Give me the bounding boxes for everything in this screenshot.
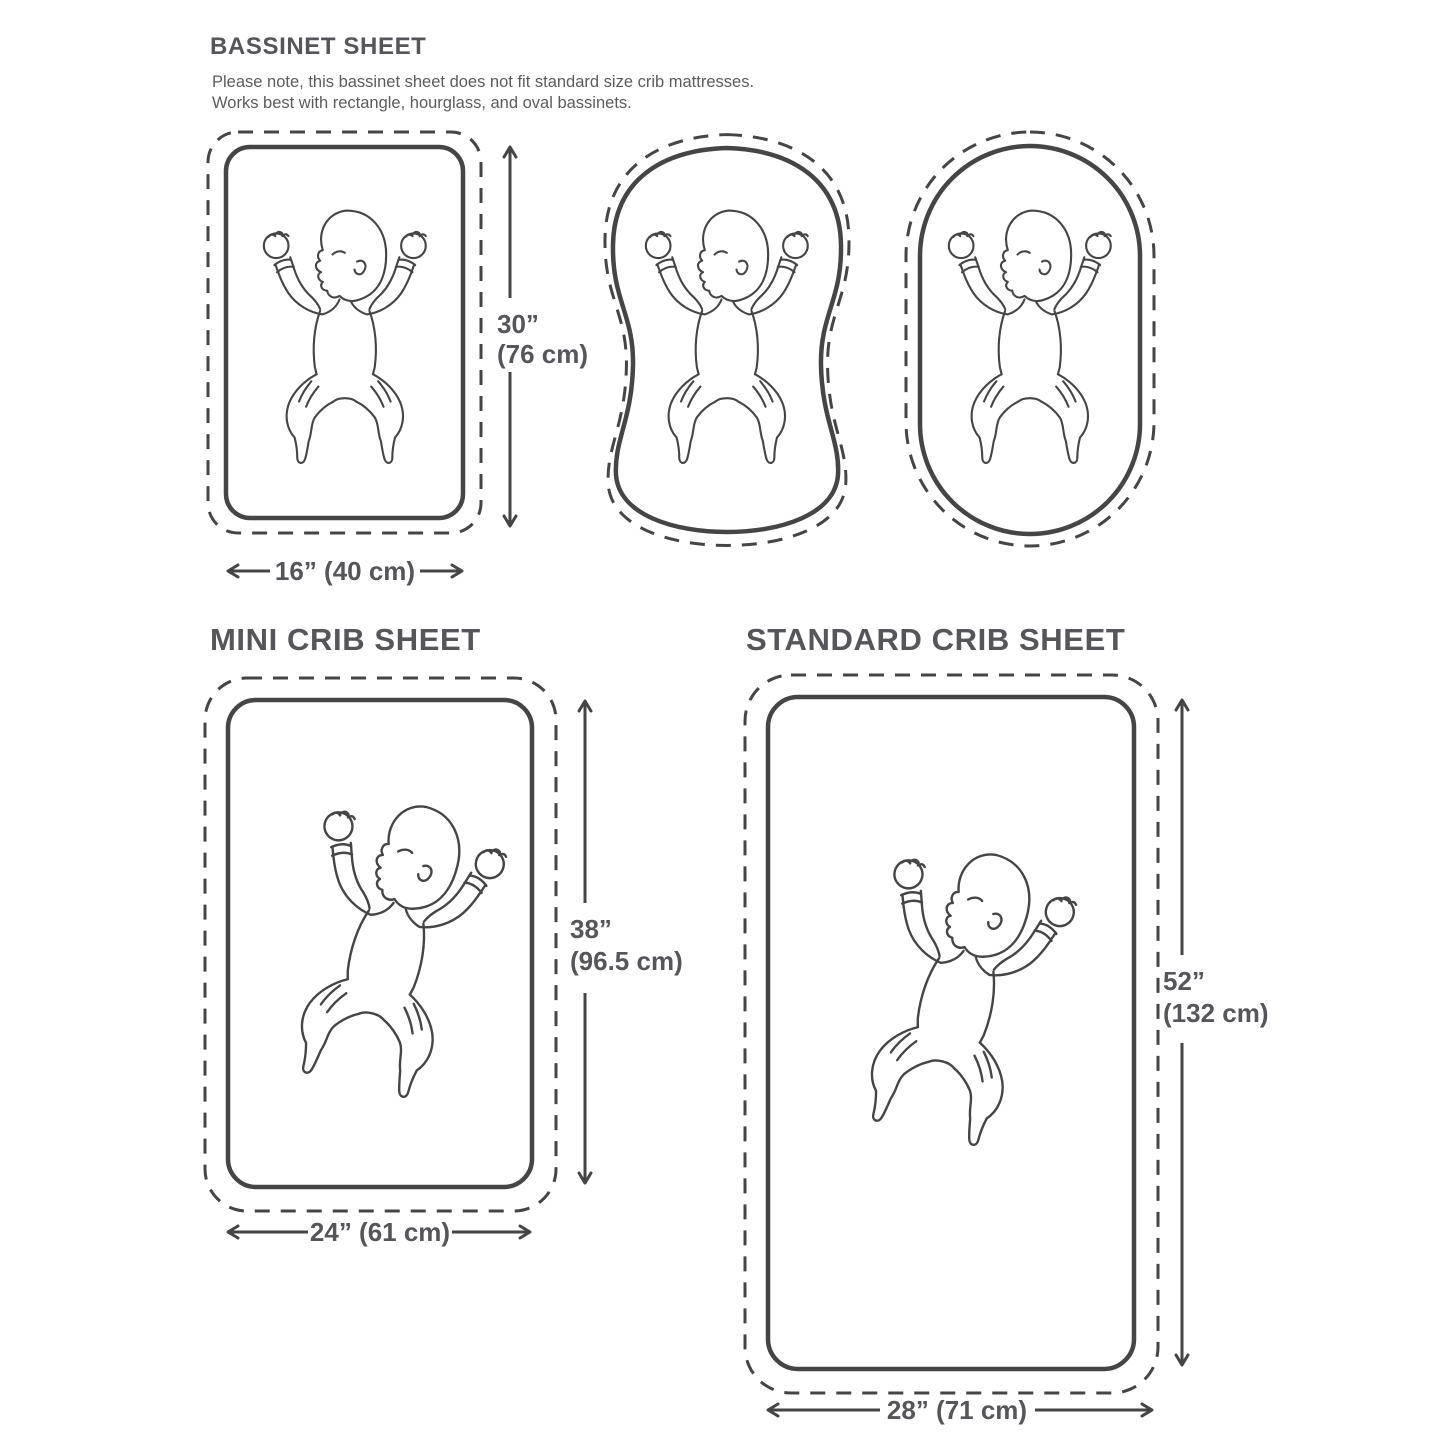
baby-illustration (646, 211, 808, 463)
standard-crib-height-metric: (132 cm) (1163, 998, 1269, 1028)
bassinet-hourglass-sheet (605, 135, 849, 546)
standard-crib-title: STANDARD CRIB SHEET (746, 622, 1126, 657)
bassinet-width-dimension (228, 556, 462, 586)
baby-illustration (835, 832, 1083, 1155)
mini-crib-sheet-outline (228, 700, 532, 1187)
standard-crib-sheet-outline (768, 697, 1134, 1369)
bassinet-height-dimension (497, 147, 588, 526)
bassinet-width-label: 16” (40 cm) (274, 556, 416, 586)
mini-crib-height-metric: (96.5 cm) (570, 946, 683, 976)
baby-illustration (949, 211, 1111, 463)
hourglass-elastic-dashed-outline (605, 135, 849, 546)
bassinet-oval-sheet (906, 132, 1154, 546)
mini-crib-width-label: 24” (61 cm) (309, 1217, 451, 1247)
hourglass-sheet-outline (613, 148, 841, 532)
bassinet-note-line-1: Please note, this bassinet sheet does not fit standard size crib mattresses. (212, 73, 755, 91)
mini-crib-width-dimension (228, 1217, 530, 1247)
mini-crib-elastic-dashed-outline (205, 678, 556, 1211)
mini-crib-sheet (205, 678, 556, 1211)
baby-illustration (264, 211, 426, 463)
standard-crib-height-dimension (1163, 700, 1269, 1365)
standard-crib-width-dimension (768, 1395, 1152, 1425)
bassinet-height-inches: 30” (497, 309, 539, 339)
standard-crib-elastic-dashed-outline (745, 675, 1158, 1393)
bassinet-rectangle-sheet (208, 132, 481, 533)
standard-crib-height-inches: 52” (1163, 966, 1205, 996)
oval-sheet-outline (920, 146, 1140, 534)
standard-crib-sheet (745, 675, 1158, 1393)
bassinet-note-line-2: Works best with rectangle, hourglass, and oval bassinets. (212, 94, 632, 112)
mini-crib-height-inches: 38” (570, 914, 612, 944)
standard-crib-width-label: 28” (71 cm) (886, 1395, 1028, 1425)
baby-illustration (265, 784, 513, 1107)
mini-crib-title: MINI CRIB SHEET (210, 622, 481, 657)
mini-crib-height-dimension (570, 701, 683, 1183)
oval-elastic-dashed-outline (906, 132, 1154, 546)
bassinet-title: BASSINET SHEET (210, 33, 427, 60)
bassinet-height-metric: (76 cm) (497, 339, 589, 369)
rectangle-elastic-dashed-outline (208, 132, 481, 533)
rectangle-sheet-outline (226, 147, 463, 518)
